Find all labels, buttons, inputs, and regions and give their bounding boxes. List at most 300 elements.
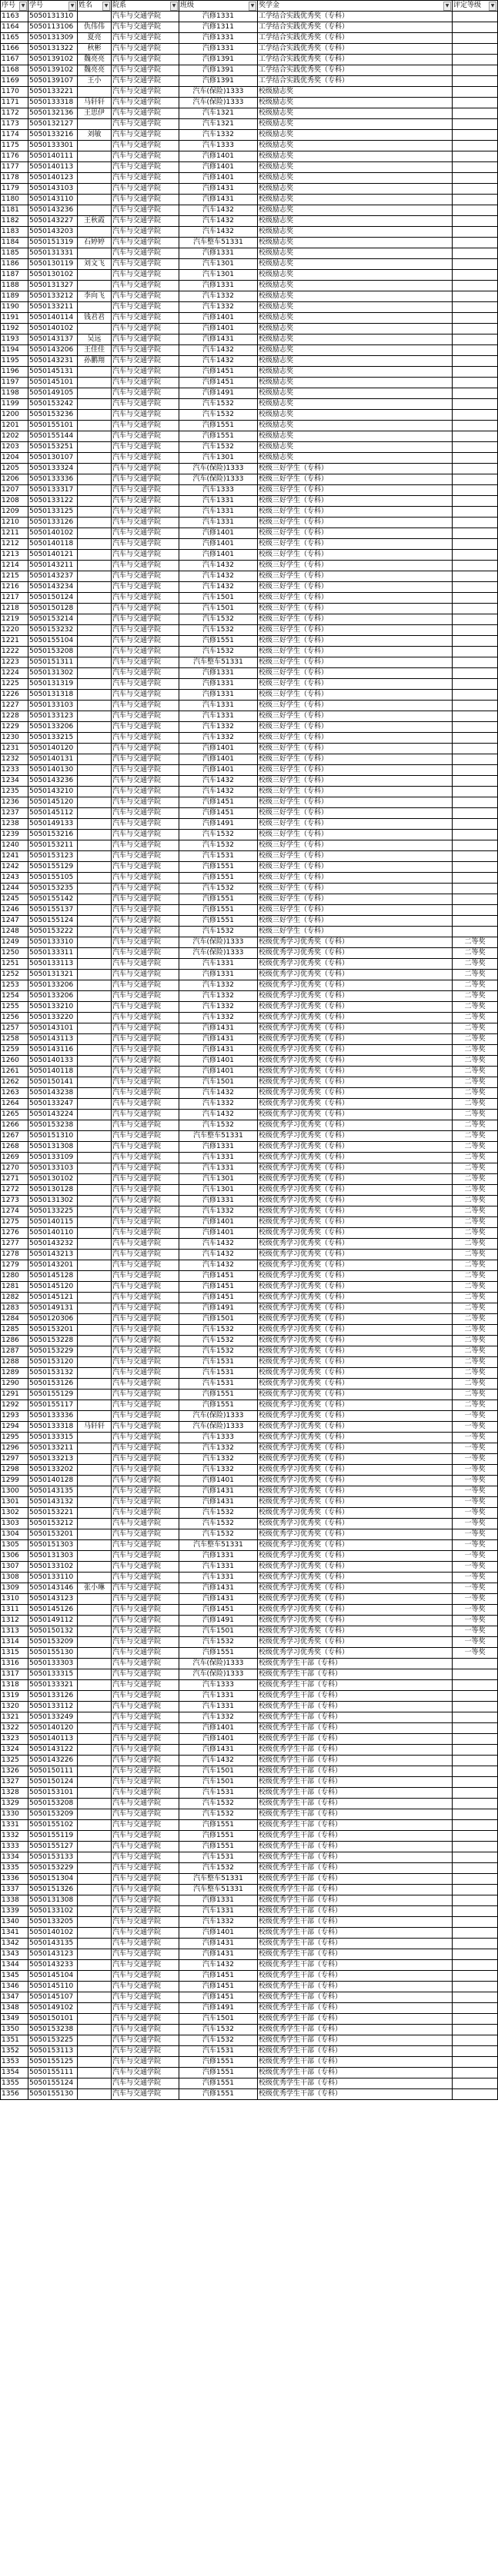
col-grade-cell[interactable]: 一等奖 [453,1508,498,1519]
col-grade-cell[interactable] [453,550,498,561]
col-department-cell[interactable]: 汽车与交通学院 [112,808,179,819]
col-grade-cell[interactable] [453,141,498,151]
col-scholarship-cell[interactable]: 校级励志奖 [258,108,453,119]
col-grade-cell[interactable]: 二等奖 [453,1271,498,1282]
col-index-cell[interactable]: 1268 [1,1142,28,1153]
col-scholarship-cell[interactable]: 校级优秀学习优秀奖（专科） [258,1411,453,1422]
col-department-cell[interactable]: 汽车与交通学院 [112,1110,179,1120]
col-student-id-cell[interactable]: 5050155144 [28,431,78,442]
col-index-cell[interactable]: 1235 [1,787,28,797]
col-index-cell[interactable]: 1285 [1,1325,28,1336]
col-class-cell[interactable]: 汽修1401 [179,151,258,162]
col-scholarship-cell[interactable]: 校级三好学生（专科） [258,905,453,916]
col-scholarship-cell[interactable]: 校级三好学生（专科） [258,776,453,787]
col-department-cell[interactable]: 汽车与交通学院 [112,1002,179,1013]
col-class-cell[interactable]: 汽车1501 [179,1766,258,1777]
col-grade-cell[interactable] [453,173,498,184]
col-scholarship-cell[interactable]: 校级优秀学习优秀奖（专科） [258,1605,453,1616]
col-class-cell[interactable]: 汽车1333 [179,1433,258,1443]
col-index-cell[interactable]: 1310 [1,1594,28,1605]
col-student-id-cell[interactable]: 5050133126 [28,518,78,528]
col-index-cell[interactable]: 1340 [1,1917,28,1928]
col-index-cell[interactable]: 1220 [1,625,28,636]
col-grade-cell[interactable]: 二等奖 [453,1110,498,1120]
col-grade-cell[interactable]: 二等奖 [453,1196,498,1206]
col-department-cell[interactable]: 汽车与交通学院 [112,1992,179,2003]
col-department-cell[interactable]: 汽车与交通学院 [112,1422,179,1433]
col-grade-cell[interactable]: 二等奖 [453,1120,498,1131]
col-student-id-cell[interactable]: 5050155129 [28,862,78,873]
col-name-cell[interactable] [78,593,112,604]
col-student-id-cell[interactable]: 5050133318 [28,98,78,108]
col-index-cell[interactable]: 1308 [1,1573,28,1583]
col-scholarship-cell[interactable]: 校级励志奖 [258,313,453,324]
col-department-cell[interactable]: 汽车与交通学院 [112,819,179,830]
col-grade-cell[interactable] [453,151,498,162]
col-grade-cell[interactable]: 二等奖 [453,1163,498,1174]
col-department-cell[interactable]: 汽车与交通学院 [112,1960,179,1971]
col-scholarship-cell[interactable]: 校级优秀学习优秀奖（专科） [258,1573,453,1583]
col-index-cell[interactable]: 1289 [1,1368,28,1379]
col-index-cell[interactable]: 1291 [1,1390,28,1400]
col-student-id-cell[interactable]: 5050131302 [28,668,78,679]
col-department-cell[interactable]: 汽车与交通学院 [112,496,179,507]
col-class-cell[interactable]: 汽车1532 [179,1120,258,1131]
col-class-cell[interactable]: 汽修1391 [179,65,258,76]
col-student-id-cell[interactable]: 5050150132 [28,1626,78,1637]
col-index-cell[interactable]: 1183 [1,227,28,238]
col-student-id-cell[interactable]: 5050139102 [28,55,78,65]
col-scholarship-cell[interactable]: 校级优秀学习优秀奖（专科） [258,959,453,970]
col-class-cell[interactable]: 汽修1401 [179,1067,258,1077]
col-student-id-cell[interactable]: 5050153133 [28,1852,78,1863]
col-class-cell[interactable]: 汽车1501 [179,604,258,614]
col-name-cell[interactable] [78,905,112,916]
col-class-cell[interactable]: 汽车1531 [179,1368,258,1379]
col-scholarship-cell[interactable]: 校级优秀学生干部（专科） [258,1971,453,1982]
col-department-cell[interactable]: 汽车与交通学院 [112,1433,179,1443]
col-index-cell[interactable]: 1280 [1,1271,28,1282]
col-grade-cell[interactable] [453,474,498,485]
col-class-cell[interactable]: 汽车(保险)1333 [179,1411,258,1422]
col-index-cell[interactable]: 1266 [1,1120,28,1131]
col-student-id-cell[interactable]: 5050149102 [28,2003,78,2014]
col-scholarship-cell[interactable]: 校级优秀学生干部（专科） [258,1863,453,1874]
col-class-cell[interactable]: 汽车整车51331 [179,1885,258,1895]
col-department-cell[interactable]: 汽车与交通学院 [112,776,179,787]
col-name-cell[interactable] [78,1562,112,1573]
col-index-cell[interactable]: 1333 [1,1842,28,1852]
col-class-cell[interactable]: 汽修1551 [179,1648,258,1659]
col-department-cell[interactable]: 汽车与交通学院 [112,2035,179,2046]
col-grade-cell[interactable]: 二等奖 [453,1099,498,1110]
col-class-cell[interactable]: 汽车1331 [179,1906,258,1917]
col-name-cell[interactable] [78,2068,112,2078]
col-index-cell[interactable]: 1172 [1,108,28,119]
col-name-cell[interactable] [78,884,112,894]
col-class-cell[interactable]: 汽车1432 [179,205,258,216]
col-index-cell[interactable]: 1182 [1,216,28,227]
col-class-cell[interactable]: 汽车1332 [179,980,258,991]
col-scholarship-cell[interactable]: 校级励志奖 [258,388,453,399]
col-index-cell[interactable]: 1193 [1,334,28,345]
col-class-cell[interactable]: 汽修1551 [179,1400,258,1411]
col-grade-cell[interactable]: 一等奖 [453,1637,498,1648]
col-index-cell[interactable]: 1205 [1,464,28,474]
col-class-cell[interactable]: 汽车1531 [179,2046,258,2057]
col-student-id-cell[interactable]: 5050143135 [28,1939,78,1949]
col-scholarship-cell[interactable]: 校级励志奖 [258,431,453,442]
col-index-cell[interactable]: 1209 [1,507,28,518]
col-index-cell[interactable]: 1299 [1,1476,28,1486]
col-student-id-cell[interactable]: 5050153235 [28,884,78,894]
col-index-cell[interactable]: 1355 [1,2078,28,2089]
col-student-id-cell[interactable]: 5050153229 [28,1346,78,1357]
col-scholarship-cell[interactable]: 工学结合实践优秀奖（专科） [258,44,453,55]
col-name-cell[interactable] [78,2078,112,2089]
col-index-cell[interactable]: 1346 [1,1982,28,1992]
col-scholarship-cell[interactable]: 校级励志奖 [258,345,453,356]
col-name-cell[interactable] [78,1669,112,1680]
col-student-id-cell[interactable]: 5050140102 [28,324,78,334]
col-name-cell[interactable] [78,1013,112,1023]
col-grade-cell[interactable] [453,808,498,819]
col-index-cell[interactable]: 1225 [1,679,28,690]
col-grade-cell[interactable]: 一等奖 [453,1476,498,1486]
col-student-id-cell[interactable]: 5050140131 [28,754,78,765]
col-name-cell[interactable] [78,1626,112,1637]
col-department-cell[interactable]: 汽车与交通学院 [112,851,179,862]
col-index-cell[interactable]: 1345 [1,1971,28,1982]
col-name-cell[interactable] [78,1852,112,1863]
col-class-cell[interactable]: 汽修1551 [179,636,258,647]
col-department-cell[interactable]: 汽车与交通学院 [112,518,179,528]
col-scholarship-cell[interactable]: 校级优秀学习优秀奖（专科） [258,1260,453,1271]
col-department-cell[interactable]: 汽车与交通学院 [112,238,179,248]
col-class-cell[interactable]: 汽修1401 [179,1228,258,1239]
col-grade-cell[interactable]: 二等奖 [453,1185,498,1196]
col-grade-cell[interactable] [453,2014,498,2025]
col-grade-cell[interactable]: 一等奖 [453,1648,498,1659]
col-department-cell[interactable]: 汽车与交通学院 [112,1863,179,1874]
col-name-cell[interactable]: 刘文飞 [78,259,112,270]
col-grade-cell[interactable]: 二等奖 [453,959,498,970]
col-class-cell[interactable]: 汽修1331 [179,1895,258,1906]
col-department-cell[interactable]: 汽车与交通学院 [112,1874,179,1885]
col-department-cell[interactable]: 汽车与交通学院 [112,1357,179,1368]
col-name-cell[interactable] [78,1196,112,1206]
col-grade-cell[interactable]: 二等奖 [453,1379,498,1390]
col-name-cell[interactable] [78,657,112,668]
col-student-id-cell[interactable]: 5050132136 [28,108,78,119]
col-name-cell[interactable]: 张小琳 [78,1583,112,1594]
col-scholarship-cell[interactable]: 校级三好学生（专科） [258,571,453,582]
col-class-cell[interactable]: 汽车1332 [179,130,258,141]
col-index-cell[interactable]: 1332 [1,1831,28,1842]
col-scholarship-cell[interactable]: 校级三好学生（专科） [258,851,453,862]
col-student-id-cell[interactable]: 5050131303 [28,1551,78,1562]
col-class-cell[interactable]: 汽修1431 [179,1497,258,1508]
col-grade-cell[interactable]: 一等奖 [453,1594,498,1605]
col-department-cell[interactable]: 汽车与交通学院 [112,1228,179,1239]
col-department-cell[interactable]: 汽车与交通学院 [112,873,179,884]
col-student-id-cell[interactable]: 5050133205 [28,1917,78,1928]
col-department-cell[interactable]: 汽车与交通学院 [112,98,179,108]
col-class-cell[interactable]: 汽车1332 [179,1917,258,1928]
col-name-cell[interactable] [78,474,112,485]
col-grade-cell[interactable]: 二等奖 [453,1142,498,1153]
col-grade-cell[interactable] [453,905,498,916]
col-scholarship-cell[interactable]: 校级励志奖 [258,227,453,238]
col-class-cell[interactable]: 汽车(保险)1333 [179,98,258,108]
col-scholarship-cell[interactable]: 校级优秀学生干部（专科） [258,1949,453,1960]
col-student-id-cell[interactable]: 5050153208 [28,1799,78,1809]
col-class-cell[interactable]: 汽车1331 [179,496,258,507]
col-student-id-cell[interactable]: 5050153232 [28,625,78,636]
col-scholarship-cell[interactable]: 校级励志奖 [258,248,453,259]
col-scholarship-cell[interactable]: 校级三好学生（专科） [258,561,453,571]
col-student-id-cell[interactable]: 5050131321 [28,970,78,980]
col-index-cell[interactable]: 1165 [1,33,28,44]
col-grade-cell[interactable] [453,119,498,130]
col-department-cell[interactable]: 汽车与交通学院 [112,281,179,291]
col-student-id-cell[interactable]: 5050133321 [28,1680,78,1691]
col-class-cell[interactable]: 汽修1551 [179,1842,258,1852]
col-index-cell[interactable]: 1210 [1,518,28,528]
col-department-cell[interactable]: 汽车与交通学院 [112,787,179,797]
col-student-id-cell[interactable]: 5050140120 [28,744,78,754]
col-student-id-cell[interactable]: 5050149133 [28,819,78,830]
col-class-cell[interactable]: 汽车1532 [179,399,258,410]
col-department-cell[interactable]: 汽车与交通学院 [112,76,179,87]
col-grade-cell[interactable] [453,2046,498,2057]
col-grade-cell[interactable] [453,862,498,873]
col-grade-cell[interactable] [453,1766,498,1777]
col-grade-cell[interactable]: 二等奖 [453,970,498,980]
col-department-cell[interactable]: 汽车与交通学院 [112,55,179,65]
col-department-cell[interactable]: 汽车与交通学院 [112,744,179,754]
filter-dropdown-icon[interactable]: ▼ [19,2,27,11]
col-student-id-cell[interactable]: 5050143211 [28,561,78,571]
col-scholarship-cell[interactable]: 校级励志奖 [258,259,453,270]
col-grade-cell[interactable]: 二等奖 [453,1002,498,1013]
col-class-cell[interactable]: 汽车1333 [179,485,258,496]
col-grade-cell[interactable] [453,1680,498,1691]
col-student-id-cell[interactable]: 5050140111 [28,151,78,162]
col-name-cell[interactable]: 王思伊 [78,108,112,119]
col-scholarship-cell[interactable]: 校级优秀学习优秀奖（专科） [258,948,453,959]
col-class-cell[interactable]: 汽修1401 [179,765,258,776]
col-department-cell[interactable]: 汽车与交通学院 [112,1949,179,1960]
col-department-cell[interactable]: 汽车与交通学院 [112,571,179,582]
col-scholarship-cell[interactable]: 校级励志奖 [258,270,453,281]
col-department-cell[interactable]: 汽车与交通学院 [112,2078,179,2089]
col-scholarship-cell[interactable]: 校级励志奖 [258,410,453,421]
col-department-cell[interactable]: 汽车与交通学院 [112,1702,179,1712]
col-department-cell[interactable]: 汽车与交通学院 [112,216,179,227]
col-student-id-cell[interactable]: 5050153201 [28,1529,78,1540]
col-scholarship-cell[interactable]: 校级优秀学生干部（专科） [258,1756,453,1766]
col-name-cell[interactable] [78,1411,112,1422]
col-scholarship-cell[interactable]: 校级优秀学生干部（专科） [258,1992,453,2003]
col-student-id-cell[interactable]: 5050155130 [28,1648,78,1659]
col-name-cell[interactable] [78,1185,112,1196]
col-class-cell[interactable]: 汽车1331 [179,1562,258,1573]
col-index-cell[interactable]: 1208 [1,496,28,507]
col-department-cell[interactable]: 汽车与交通学院 [112,1529,179,1540]
col-grade-cell[interactable] [453,528,498,539]
col-index-cell[interactable]: 1236 [1,797,28,808]
col-grade-cell[interactable]: 二等奖 [453,1217,498,1228]
col-student-id-cell[interactable]: 5050133336 [28,1411,78,1422]
col-grade-cell[interactable] [453,324,498,334]
col-class-cell[interactable]: 汽车1501 [179,2014,258,2025]
col-department-cell[interactable]: 汽车与交通学院 [112,1917,179,1928]
col-student-id-cell[interactable]: 5050132127 [28,119,78,130]
col-name-cell[interactable] [78,894,112,905]
col-student-id-cell[interactable]: 5050133249 [28,1712,78,1723]
col-class-cell[interactable]: 汽车1532 [179,410,258,421]
col-name-cell[interactable] [78,1895,112,1906]
col-grade-cell[interactable] [453,518,498,528]
col-scholarship-cell[interactable]: 校级优秀学生干部（专科） [258,2046,453,2057]
col-grade-cell[interactable] [453,571,498,582]
col-index-cell[interactable]: 1270 [1,1163,28,1174]
col-department-cell[interactable]: 汽车与交通学院 [112,65,179,76]
col-scholarship-cell[interactable]: 校级优秀学习优秀奖（专科） [258,1250,453,1260]
col-student-id-cell[interactable]: 5050133303 [28,1659,78,1669]
col-name-cell[interactable] [78,1766,112,1777]
col-index-cell[interactable]: 1198 [1,388,28,399]
col-department-cell[interactable]: 汽车与交通学院 [112,539,179,550]
col-class-cell[interactable]: 汽修1401 [179,162,258,173]
col-department-cell[interactable]: 汽车与交通学院 [112,431,179,442]
col-index-cell[interactable]: 1207 [1,485,28,496]
col-grade-cell[interactable] [453,44,498,55]
col-scholarship-cell[interactable]: 校级优秀学习优秀奖（专科） [258,1282,453,1293]
col-class-cell[interactable]: 汽车1532 [179,1336,258,1346]
col-scholarship-cell[interactable]: 校级优秀学习优秀奖（专科） [258,1228,453,1239]
col-scholarship-cell[interactable]: 校级三好学生（专科） [258,690,453,701]
col-scholarship-cell[interactable]: 校级三好学生（专科） [258,539,453,550]
col-grade-cell[interactable]: 二等奖 [453,1303,498,1314]
col-grade-cell[interactable] [453,259,498,270]
col-grade-cell[interactable] [453,227,498,238]
col-class-cell[interactable]: 汽车1332 [179,1013,258,1023]
col-scholarship-cell[interactable]: 校级优秀学习优秀奖（专科） [258,1465,453,1476]
col-name-cell[interactable] [78,1077,112,1088]
col-scholarship-cell[interactable]: 校级励志奖 [258,367,453,378]
col-name-cell[interactable] [78,539,112,550]
col-department-cell[interactable]: 汽车与交通学院 [112,1691,179,1702]
col-index-cell[interactable]: 1217 [1,593,28,604]
col-class-cell[interactable]: 汽修1451 [179,367,258,378]
col-scholarship-cell[interactable]: 校级励志奖 [258,130,453,141]
col-scholarship-cell[interactable]: 校级三好学生（专科） [258,507,453,518]
col-name-cell[interactable] [78,496,112,507]
col-class-cell[interactable]: 汽车整车51331 [179,657,258,668]
col-index-cell[interactable]: 1349 [1,2014,28,2025]
col-name-cell[interactable] [78,948,112,959]
col-name-cell[interactable] [78,248,112,259]
col-student-id-cell[interactable]: 5050140130 [28,765,78,776]
col-scholarship-cell[interactable]: 校级优秀学生干部（专科） [258,2057,453,2068]
col-name-cell[interactable] [78,1034,112,1045]
col-grade-cell[interactable] [453,195,498,205]
col-scholarship-cell[interactable]: 工学结合实践优秀奖（专科） [258,33,453,44]
col-name-cell[interactable] [78,378,112,388]
col-scholarship-cell[interactable]: 校级优秀学习优秀奖（专科） [258,1508,453,1519]
col-scholarship-cell[interactable]: 校级优秀学习优秀奖（专科） [258,1400,453,1411]
col-name-cell[interactable] [78,1433,112,1443]
col-name-cell[interactable] [78,733,112,744]
col-class-cell[interactable]: 汽车1331 [179,1691,258,1702]
col-class-cell[interactable]: 汽车1532 [179,840,258,851]
col-grade-cell[interactable] [453,108,498,119]
col-index-cell[interactable]: 1181 [1,205,28,216]
col-name-cell[interactable]: 王小 [78,76,112,87]
col-scholarship-cell[interactable]: 校级优秀学生干部（专科） [258,1702,453,1712]
col-grade-cell[interactable] [453,496,498,507]
col-name-cell[interactable] [78,1163,112,1174]
col-department-cell[interactable]: 汽车与交通学院 [112,410,179,421]
col-index-cell[interactable]: 1175 [1,141,28,151]
col-student-id-cell[interactable]: 5050131319 [28,679,78,690]
col-index-cell[interactable]: 1314 [1,1637,28,1648]
col-scholarship-cell[interactable]: 校级三好学生（专科） [258,787,453,797]
col-scholarship-cell[interactable]: 校级优秀学生干部（专科） [258,1799,453,1809]
col-student-id-cell[interactable]: 5050143232 [28,1239,78,1250]
col-name-cell[interactable] [78,1960,112,1971]
col-grade-header[interactable] [453,1,498,12]
col-class-cell[interactable]: 汽车1333 [179,1680,258,1691]
col-student-id-cell[interactable]: 5050149131 [28,1303,78,1314]
col-scholarship-cell[interactable]: 校级三好学生（专科） [258,647,453,657]
col-class-cell[interactable]: 汽修1401 [179,1056,258,1067]
col-class-cell[interactable]: 汽修1551 [179,421,258,431]
col-index-cell[interactable]: 1191 [1,313,28,324]
col-index-cell[interactable]: 1204 [1,453,28,464]
col-scholarship-cell[interactable]: 校级励志奖 [258,195,453,205]
col-name-cell[interactable] [78,1874,112,1885]
col-name-cell[interactable] [78,1659,112,1669]
col-name-cell[interactable] [78,1250,112,1260]
col-index-cell[interactable]: 1258 [1,1034,28,1045]
col-student-id-cell[interactable]: 5050133215 [28,733,78,744]
col-student-id-cell[interactable]: 5050131308 [28,1895,78,1906]
col-department-cell[interactable]: 汽车与交通学院 [112,2089,179,2100]
col-grade-cell[interactable]: 一等奖 [453,1443,498,1454]
col-grade-cell[interactable]: 一等奖 [453,1433,498,1443]
col-name-cell[interactable] [78,1023,112,1034]
col-department-cell[interactable]: 汽车与交通学院 [112,754,179,765]
col-department-cell[interactable]: 汽车与交通学院 [112,991,179,1002]
col-department-cell[interactable]: 汽车与交通学院 [112,1067,179,1077]
col-student-id-cell[interactable]: 5050150111 [28,1766,78,1777]
col-department-cell[interactable]: 汽车与交通学院 [112,1820,179,1831]
col-index-cell[interactable]: 1296 [1,1443,28,1454]
col-name-cell[interactable] [78,840,112,851]
col-department-cell[interactable]: 汽车与交通学院 [112,614,179,625]
col-student-id-cell[interactable]: 5050155105 [28,873,78,884]
col-name-cell[interactable] [78,141,112,151]
col-scholarship-cell[interactable]: 校级三好学生（专科） [258,474,453,485]
col-index-cell[interactable]: 1248 [1,927,28,937]
col-student-id-cell[interactable]: 5050143233 [28,1960,78,1971]
col-class-cell[interactable]: 汽修1491 [179,2003,258,2014]
col-student-id-cell[interactable]: 5050133202 [28,1465,78,1476]
col-class-cell[interactable]: 汽车1532 [179,625,258,636]
